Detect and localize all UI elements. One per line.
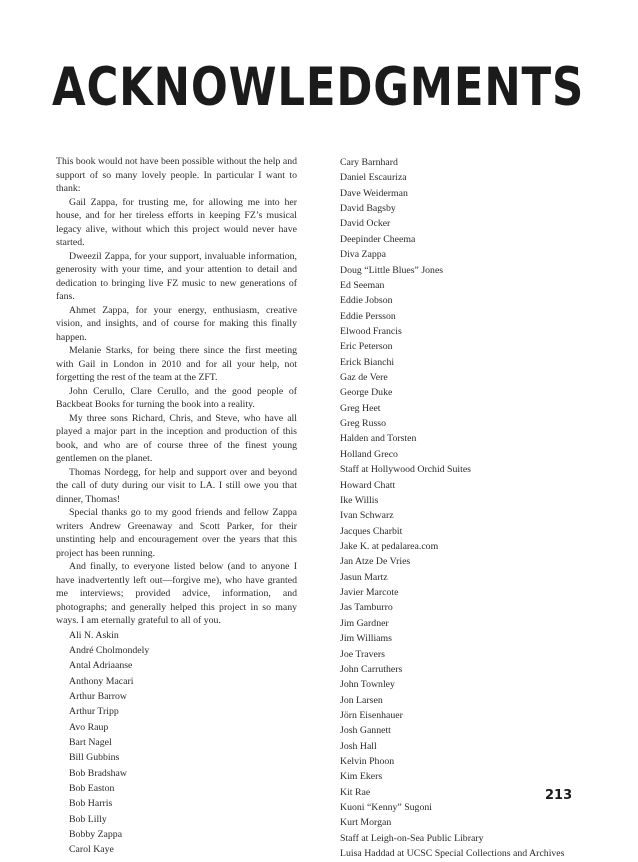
list-item: Cary Barnhard xyxy=(340,157,398,168)
list-item: Javier Marcote xyxy=(340,587,399,599)
list-item: David Bagsby xyxy=(340,203,396,215)
list-item: Kuoni “Kenny” Sugoni xyxy=(340,802,432,814)
list-item: Kelvin Phoon xyxy=(340,756,395,768)
page-title: ACKNOWLEDGMENTS xyxy=(52,57,585,118)
list-item: Bobby Zappa xyxy=(69,828,123,840)
paragraph-thomas-nordegg: Thomas Nordegg, for help and support over and beyond the call of duty during our visit to LA. I still owe you that dinner, Thomas! xyxy=(56,466,297,505)
list-item: Jörn Eisenhauer xyxy=(340,709,403,721)
list-item: Jim Williams xyxy=(340,633,392,645)
list-item: Eddie Jobson xyxy=(340,295,393,307)
list-item: Josh Gannett xyxy=(340,725,391,737)
list-item: Jacques Charbit xyxy=(340,525,403,537)
name-list-right xyxy=(340,155,564,862)
list-item: Arthur Tripp xyxy=(69,706,119,718)
list-item: Josh Hall xyxy=(340,740,377,752)
list-item: Jas Tamburro xyxy=(340,602,393,614)
list-item: Diva Zappa xyxy=(340,249,386,261)
list-item: John Carruthers xyxy=(340,663,403,675)
list-item: George Duke xyxy=(340,387,393,399)
list-item: Greg Heet xyxy=(340,402,381,414)
list-item: Jon Larsen xyxy=(340,694,383,706)
list-item: Dave Weiderman xyxy=(340,187,408,199)
list-item: Bob Easton xyxy=(69,782,115,794)
list-item: Arthur Barrow xyxy=(69,690,127,702)
paragraph-backbeat-books: John Cerullo, Clare Cerullo, and the good people of Backbeat Books for turning the book into a reality. xyxy=(56,385,297,410)
intro-paragraph: This book would not have been possible without the help and support of so many lovely people. In particular I want to thank: xyxy=(56,156,297,194)
list-item: Daniel Escauriza xyxy=(340,172,407,184)
paragraph-three-sons: My three sons Richard, Chris, and Steve, who have all played a major part in the inception and production of this book, and who are of course three of the finest young gentlemen on the planet. xyxy=(56,412,297,464)
list-item: Bart Nagel xyxy=(69,736,112,748)
list-item: Erick Bianchi xyxy=(340,356,395,368)
list-item: Doug “Little Blues” Jones xyxy=(340,264,444,276)
list-item: Staff at Leigh-on-Sea Public Library xyxy=(340,832,484,844)
list-item: Jan Atze De Vries xyxy=(340,556,411,568)
list-item: John Townley xyxy=(340,679,395,691)
list-item: Ed Seeman xyxy=(340,279,385,291)
name-list-left xyxy=(56,628,297,858)
list-item: Bill Gubbins xyxy=(69,752,120,764)
list-item: Kurt Morgan xyxy=(340,817,392,829)
list-item: Eric Peterson xyxy=(340,341,393,353)
list-item: Luisa Haddad at UCSC Special Collections and Archives xyxy=(340,848,565,860)
list-item: André Cholmondely xyxy=(69,644,150,656)
list-item: Avo Raup xyxy=(69,721,109,733)
list-item: Jake K. at pedalarea.com xyxy=(340,540,439,552)
list-item: David Ocker xyxy=(340,218,391,230)
left-column xyxy=(56,155,297,858)
paragraph-special-thanks: Special thanks go to my good friends and fellow Zappa writers Andrew Greenaway and Scott Parker, for their unstinting help and encouragement over the years that this project has been running. xyxy=(56,507,297,559)
list-item: Antal Adriaanse xyxy=(69,660,133,672)
list-item: Jim Gardner xyxy=(340,617,389,629)
list-item: Eddie Persson xyxy=(340,310,396,322)
list-item: Carol Kaye xyxy=(69,844,114,856)
list-item: Staff at Hollywood Orchid Suites xyxy=(340,464,471,476)
list-item: Deepinder Cheema xyxy=(340,233,416,245)
list-item: Ali N. Askin xyxy=(69,629,119,641)
list-item: Ivan Schwarz xyxy=(340,510,394,522)
list-item: Halden and Torsten xyxy=(340,433,417,445)
list-item: Bob Bradshaw xyxy=(69,767,127,779)
list-item: Greg Russo xyxy=(340,418,386,430)
list-item: Holland Greco xyxy=(340,448,398,460)
list-item: Gaz de Vere xyxy=(340,372,388,384)
paragraph-ahmet-zappa: Ahmet Zappa, for your energy, enthusiasm, creative vision, and insights, and of course for making this finally happen. xyxy=(56,304,297,343)
list-item: Kim Ekers xyxy=(340,771,383,783)
page-number: 213 xyxy=(545,788,573,803)
list-item: Howard Chatt xyxy=(340,479,396,491)
list-item: Anthony Macari xyxy=(69,675,134,687)
paragraph-gail-zappa: Gail Zappa, for trusting me, for allowing me into her house, and for her tireless efforts in keeping FZ’s musical legacy alive, without which this project would never have started. xyxy=(56,196,297,248)
list-item: Ike Willis xyxy=(340,494,379,506)
list-item: Elwood Francis xyxy=(340,325,402,337)
list-item: Kit Rae xyxy=(340,786,371,798)
paragraph-finally: And finally, to everyone listed below (and to anyone I have inadvertently left out—forgive me), who have granted me interviews; provided advice, information, and photographs; and generally helped this project in so many ways. I am eternally grateful to all of you. xyxy=(56,561,297,626)
list-item: Joe Travers xyxy=(340,648,385,660)
list-item: Bob Lilly xyxy=(69,813,107,825)
list-item: Jasun Martz xyxy=(340,571,388,583)
list-item: Bob Harris xyxy=(69,798,113,810)
paragraph-melanie-starks: Melanie Starks, for being there since the first meeting with Gail in London in 2010 and for all your help, not forgetting the rest of the team at the ZFT. xyxy=(56,345,297,383)
paragraph-dweezil-zappa: Dweezil Zappa, for your support, invaluable information, generosity with your time, and your attention to detail and dedication to bringing live FZ music to new generations of fans. xyxy=(56,250,297,302)
